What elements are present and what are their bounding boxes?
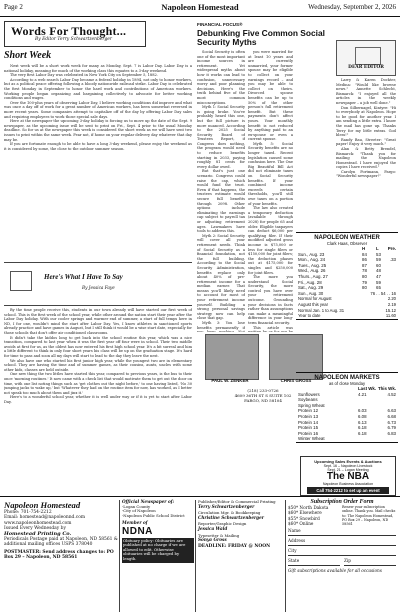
divider [195,500,196,612]
ad-heading: Upcoming Sales Events & Auctions [314,459,382,464]
ad-event: Sept. 16 – Napoleon Livestock [323,464,373,468]
markets-subtitle: as of close Monday [328,381,366,386]
issue-date: Wednesday, September 2, 2026 [308,3,396,11]
weather-summary [296,291,398,319]
staff-role: Circulation Mgr. & Bookkeeping [198,510,261,516]
subscription-options [288,505,396,526]
paragraph: Over the 100-plus years of observing Labor Day, I believe working conditions did improve and what was once a day off of work for a great number of American workers, has been somewhat reversed in more recent years. Some companies attempt to capitalize off of the day by offering Labor Day sales and requiring employees to work those special sale days. [4,100,192,119]
paragraph: One new thing the two littles have started this year, compared to previous years, is the bus to their once 'morning routines.' It now came with a check list that would motivate them to get out the door on time, with one list noting things such as 'get clothes out the night before,' to one having listed, 'No 30 jumping jacks to wake up,' but 'Whatever they had on the routine item for now, has worked, as I better not speak too much about them and jinx it.' [4,372,192,395]
paragraph: By the time people receive this, students in our town already will have started our first week of school. This is the first week of the school year, while other around the nation start their year after the Labor Day holiday. With our cooler springs and warmer end of summer, a start of full temps here in ND, I for one, wouldn't mind the start after Labor Day. Yes, I know athletes in sanctioned sports already practice and have games in August, but I still think it would be a wise start date, especially for those schools that don't offer air conditioned classrooms. [4,308,192,335]
envelope-icon [355,47,381,65]
rate-list [288,505,338,526]
table-cell: 80 [362,273,367,279]
table-cell: August this year [298,301,329,307]
paragraph: If you are fortunate enough to be able to have a long 3-day weekend, please enjoy the weekend as it is considered by some, the close to the outdoor summer season. [4,142,192,151]
table-cell: Sat., Aug. 29 [298,285,324,291]
letter: Carolyn Fortmann, Fargo: "Wonderful newspaper!" [336,169,396,179]
official-item: -Napoleon Public School District [122,512,185,518]
table-cell: Protein 13 [298,413,319,419]
table-cell: 6.13 [358,419,367,425]
table-cell: 6.18 [358,425,367,431]
article-kicker: FINANCIAL FOCUS® [197,22,243,27]
weather-observer: Clark Haas, Observer [326,241,368,246]
article-headline: Debunking Five Common Social Security Myths [197,28,325,47]
ad-event: Sept. 21 – Logan Meeting [327,468,369,472]
field-label: City [288,548,297,554]
table-cell: Winter Wheat [298,436,325,442]
field-label: Zip [344,558,351,564]
paragraph: We also have one who started his first junior high year, while the youngest two are in elementary school. They are having the time and of summer games, as their cousins, aunts, uncles with some other kids, classes are held outside. [4,358,192,372]
table-cell: 59 [376,257,381,263]
table-cell: 6.03 [358,408,367,414]
letter: Alan & Betty Brendel, Bismarck: "Thank you for mailing the Napoleon Homestead. I have enjoyed the copies I have received." [336,146,396,170]
table-cell: 65 [376,285,381,291]
table-cell: Normal for August [298,296,332,302]
staff-name: Terry Schwartzenberger [198,503,255,509]
table-cell: 6.18 [358,430,367,436]
paragraph: The law also created a temporary deduction (available through 2028) for people 65 and older. Eligible taxpayers can deduct $6,000 per qualifying filer. If their modified adjusted gross income is $75,000 or less for single filers or $150,000 for joint filers; the deduction phases out at $175,000 for singles and $250,000 for joint filers. [248,206,293,275]
city-field[interactable] [288,548,396,556]
official-info [122,500,194,563]
gift-note: Gift subscriptions available for all occasions [288,568,382,574]
table-cell: Thurs., Aug. 27 [298,273,328,279]
table-cell: Sun., Aug. 23 [298,251,325,257]
table-cell: 4.52 [387,391,396,397]
official-item: -Logan County [122,503,151,509]
table-cell: 6.83 [387,430,396,436]
table-cell: .33 [389,257,396,263]
table-cell: Protein 15 [298,425,319,431]
table-cell: Sunflowers [298,391,320,397]
rate-option[interactable]: $60* Online [288,520,314,526]
table-cell: 59 [376,279,381,285]
table-cell: 6.08 [358,413,367,419]
advisor-caption [197,378,263,383]
state-field[interactable] [288,558,340,566]
col-this-week: This Wk. [377,386,396,391]
table-cell: 80 [362,285,367,291]
issued-line: Issued Every Wednesday by [4,526,66,532]
subscription-note: Renew your subscription online. Thank you. Mail checks to: The Napoleon Homestead, PO Box 29 – Napoleon, ND 58561 [342,505,396,527]
table-cell: Protein 16 [298,430,319,436]
paragraph: But that's just one scenario. Congress could raise the cap, which would fund the trust. Even if that happens, the trustees estimate would secure full benefits through 2098. Other options include eliminating the earnings cap subject to payroll tax or adjusting retirement ages. Lawmakers have tools to address this. [197,169,245,234]
heres-what-banner [4,262,192,306]
table-cell: 6.73 [387,419,396,425]
paragraph: The more you understand Social Security, the more control you have over your retirement outcome. Grounding your decisions in facts rather than assumptions can make a meaningful difference in your long-term financial security. [248,275,293,326]
column-byline: By Editor Terry Schwartzenberger [35,37,112,42]
paragraph: Social Security is often one of the most important income sources in retirement. Yet widespread myths about how it works can lead to confusion, unnecessary worry and poor planning decisions. Here's the truth behind five of the most common misconceptions. [197,50,245,105]
staff-list [198,500,284,549]
member-label: Member of [122,520,148,526]
ad-phone: Call 754-2212 to set up an event [307,487,389,494]
table-cell: 6.68 [387,413,396,419]
rate-option[interactable]: $50* North Dakota [288,505,329,511]
table-cell: 84 [362,251,367,257]
table-cell: Normal Jan. 1 to Aug. 31 [298,307,345,313]
column-byline: By Jessica Faye [82,285,115,290]
publisher: Homestead Printing Co. [4,530,72,537]
ad-sub: Napoleon Business Association [322,482,374,486]
table-cell: 78 [362,268,367,274]
table-cell: 6.79 [387,425,396,431]
masthead-footer [0,496,400,615]
short-week-title: Short Week [4,50,52,61]
rate-option[interactable]: $55* Snowbird [288,515,320,521]
table-cell: Soybeans [298,397,318,403]
advisor-name: PAUL W. ZENKER [211,378,249,383]
advisor-name: CHRIS GROSS [280,378,312,383]
subscription-form [288,500,396,573]
table-cell: 11.60 [385,313,396,319]
paragraph: Myth 2: Social Security will cover all your retirement needs. Think of Social Security as a financial foundation, not the full building. According to the Social Security Administration, benefits replace only about 40% of pre-retirement income for a median earner. That means you'll likely need to account for most of your retirement income yourself. Building a strong personal savings strategy now can help close that gap. [197,233,245,321]
table-cell: 6.63 [387,408,396,414]
paper-email: Email: homestead@napoleonnd.com [4,515,86,521]
official-title: Official Newspaper of: [122,499,175,504]
table-cell: Tues., Aug. 25 [298,262,327,268]
paper-phone: Phone: 701-754-2212 [4,510,52,515]
table-cell: 15.12 [385,307,396,313]
table-cell: Spring Wheat [298,402,325,408]
col-low: L [376,246,379,251]
divider [119,500,120,612]
staff-name: Jessica Wald [198,525,228,531]
postmaster-line: POSTMASTER: Send address changes to: PO Box 29 – Napoleon, ND 58561 [4,549,114,561]
masthead-name: Napoleon Homestead [161,2,239,12]
words-for-thought-banner [4,21,146,47]
col-high: H [362,246,366,251]
table-cell: Fri., Aug. 28 [298,279,322,285]
markets-rows [296,392,398,442]
paragraph: According to a web search Labor Day became a federal holiday in 1894, not only to honor workers, but as a political peace offering following a bloody nationwide railroad strike. Labor Day is celebrated the first Monday in September to honor the hard work and contributions of American workers. Working people began organizing and bargaining collectively to advocate for better working conditions and wages. [4,77,192,101]
staff-role: Typesetter & Mailing [198,532,240,538]
divider [285,500,286,612]
table-cell: 76 . . 54 . . 16 [370,290,396,296]
dear-editor-box [336,40,396,76]
field-label: Name [288,528,301,534]
column-title: Here's What I Have To Say [44,273,123,281]
table-cell: 4.21 [358,391,367,397]
table-cell: 2.20 [387,296,396,302]
state-zip-row [288,556,396,566]
staff-name: Sonya Gross [198,537,227,543]
postage-line: Periodicals Postage paid at Napoleon, ND 58561 & additional mailing offices USPS 378040 [4,537,118,548]
field-label: State [288,558,300,564]
table-cell: 2.19 [387,301,396,307]
official-item: -City of Napoleon [122,508,156,514]
obituary-policy: Obituary policy: Obituaries are published at no charge if we are allowed to edit. Otherwise obituaries will be charged by length. [122,538,194,563]
deadline: DEADLINE: FRIDAY @ NOON [198,543,271,549]
table-cell: 86 [362,257,367,263]
summary-row [296,313,398,319]
staff-name: Christine Schwartzenberger [198,514,264,520]
table-cell: 60 [376,262,381,268]
ndna-logo: NDNA [122,525,153,537]
article-column-1 [197,50,245,332]
dear-editor-title: DEAR EDITOR [348,65,384,70]
address-field[interactable] [288,538,396,546]
advisor-photo [205,334,259,380]
name-field[interactable] [288,528,396,536]
table-cell: Sun., Aug. 30 [298,290,324,296]
dear-editor-letters [336,78,396,228]
paragraph: Myth 1: Social Security is going broke. You've probably heard this one, but the full picture is more nuanced. According to the 2025 Social Security Board of Trustees Report, if Congress does nothing, the program would need to reduce benefits starting in 2033, paying roughly 81 cents for every dollar owed. [197,105,245,169]
letter: Don Silbernagel, Kintyre: "Hi to everybody at Napoleon. Hope to be good for another year. I am sending a little extra. I know the mail has gone up. Thanks Terry for my little extras. God bless!" [336,105,396,138]
paragraph: The very first Labor Day was celebrated in New York City on September 5, 1882. [10,73,158,78]
contact-address: 4609 36TH ST S SUITE 102 [234,393,292,398]
col-last-week: Last Wk. [358,386,377,391]
paragraph: This article was [253,325,293,330]
nba-advertisement [300,456,396,496]
zip-field[interactable] [344,558,396,566]
letter: Randy Bau, Streeter: "Great paper! Enjoy it very much." [336,137,396,147]
article-column-2-body [248,50,293,332]
subscription-title: Subscription Order Form [310,499,374,505]
staff-role: Publisher/Editor & Commercial Printing [198,499,276,504]
jessica-column-body [4,308,192,494]
column-title: Words For Thought... [11,24,127,38]
table-cell: 87 [362,262,367,268]
decorative-frame-icon [10,271,32,291]
col-precip: Pre. [387,246,396,251]
table-cell: Year to date [298,313,321,319]
table-cell: 47 [376,273,381,279]
paragraph: It didn't take the kiddos long to get back into the school routine this year, which was a nice transition, compared to last year when it was the first year off four were in school. Their two middle avoids at first for us, as the oldest has now entered his first high school year. It's a bit surreal and him a little different to think in only four short years his class will be up on the graduation stage. It's hard for time to pass and soon all my days will start to lead to the day they leave the nest. [4,335,192,358]
letter: Larry & Karen Dockter, Medina: "Would like browse news." Annette Schlecht, Bismarck: "I enjoyed all the articles in the weekly newspaper – a job well done." [336,78,396,105]
paragraph: Here's to a wonderful school year, whether it is well under way or if it is yet to start after Labor Day. [4,395,192,404]
page-header [0,0,400,17]
short-week-body [4,64,192,258]
weather-title: NAPOLEON WEATHER [314,235,380,241]
table-cell: Wed., Aug. 26 [298,268,326,274]
field-label: Address [288,538,306,544]
staff-role: Reporter/Graphic Design [198,521,247,527]
ad-name: The NBA [326,471,370,482]
markets-table [296,372,398,443]
paper-name: Napoleon Homestead [4,500,81,510]
contact-city: FARGO, ND 58104 [244,398,282,403]
table-cell: Protein 14 [298,419,319,425]
rate-option[interactable]: $60* Elsewhere [288,510,322,516]
publication-info [4,500,118,561]
table-cell: 53 [376,251,381,257]
table-cell: Protein 12 [298,408,319,414]
paragraph: Myth 5: Social Security benefits are no longer taxed. Recent legislation caused some confusion here. The One Big Beautiful Bill Act did not eliminate taxes on Social Security benefits. If your combined income exceeds certain thresholds, you'll still owe taxes on a portion of your benefits. [248,141,293,206]
markets-title: NAPOLEON MARKETS [314,375,380,381]
table-cell: 48 [376,268,381,274]
paragraph: Here at the newspaper the upcoming 3-day holiday is forcing us to move up the date of the Sept. 9 newspaper, as the upcoming issue will be sent to print on Fri., Sept. 4 prior to the usual Monday deadline. So for us at the newspaper this week is considered the short week as we will have sent two issues to print within the same week. Fear not, if home on your regular delivery day whatever that day may be. [4,119,192,142]
page-number: Page 2 [4,3,23,11]
paragraph: Next week will be a short work week for many as Monday, Sept. 7 is Labor Day. Labor Day is a national holiday, meaning for much of the working class this equates to a 3-day weekend. [4,64,192,73]
weather-rows [296,252,398,291]
paragraph: you were married for at least 10 years and are currently unmarried, your former spouse may be eligible to collect on your earnings record – and you may be able to collect on theirs. Divorced spouse benefits can be up to 50% of the other person's full retirement benefit. But these payments don't affect yours. Your monthly benefit is not reduced by anything paid to an ex-spouse or even a current spouse. [248,50,293,142]
paragraph: Myth 3: You lose benefits permanently if [197,321,245,330]
contact-phone: (218) 233-0726 [247,388,279,393]
paper-website: www.napoleonhomestead.com [4,520,72,526]
table-cell: 79 [362,279,367,285]
table-cell: Mon., Aug. 24 [298,257,326,263]
weather-table [296,232,398,320]
table-row [296,436,398,442]
